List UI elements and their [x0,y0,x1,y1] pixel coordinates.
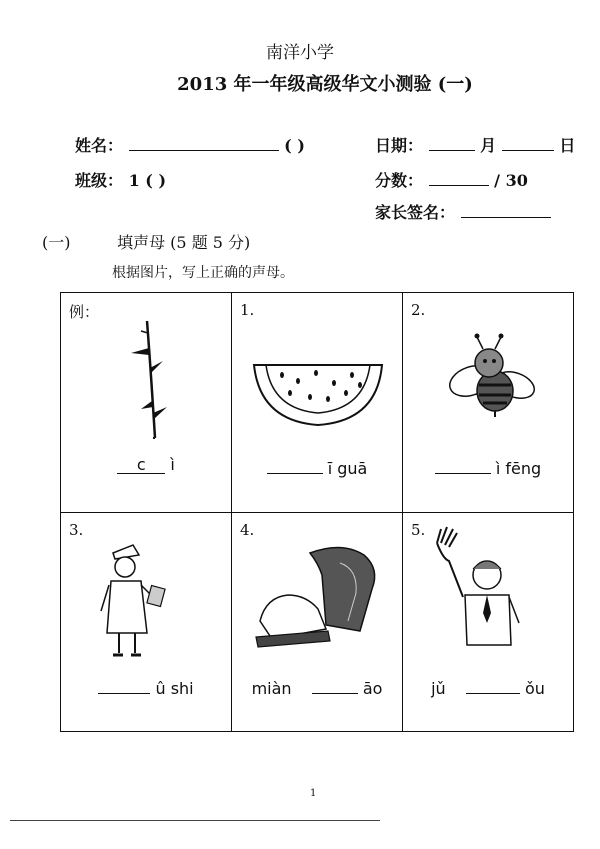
given-syllable: miàn [251,679,292,698]
exercise-cell-3 [61,513,232,731]
initial-blank[interactable] [98,675,150,694]
item-label: 3. [69,521,84,539]
name-paren: ( ) [284,136,305,155]
given-syllable: jǔ [431,679,446,698]
final-syllable: ī guā [327,459,368,478]
class-row [75,168,166,191]
footer-divider [10,820,380,821]
page-number: 1 [310,788,317,799]
section-instruction: 根据图片，写上正确的声母。 [112,265,294,281]
exercise-cell-1 [232,293,403,513]
initial-blank[interactable]: c [117,455,165,474]
exercise-cell-example [61,293,232,513]
final-syllable: ì [170,455,175,474]
item-label: 4. [240,521,255,539]
answer-row [232,675,402,698]
parent-signature-label: 家长签名： [375,203,456,222]
answer-row [61,455,231,474]
parent-row [375,200,551,223]
date-label: 日期： [375,136,424,155]
name-label: 姓名： [75,136,124,155]
final-syllable: ì fēng [495,459,542,478]
quiz-title: 2013 年一年级高级华文小测验 (一) [177,74,473,95]
exercise-cell-2 [403,293,573,513]
month-label: 月 [480,136,497,155]
item-label: 5. [411,521,426,539]
raised-hand-boy-icon [403,513,574,673]
exercise-cell-4 [232,513,403,731]
section-number: (一) [42,233,71,252]
score-total: / 30 [494,171,528,190]
initial-blank[interactable] [466,675,520,694]
branch-icon [61,293,232,453]
day-field[interactable] [502,136,554,151]
initial-blank[interactable] [312,675,358,694]
final-syllable: û shi [155,679,194,698]
item-label: 2. [411,301,426,319]
answer-row [61,675,231,698]
initial-blank[interactable] [435,455,491,474]
score-row [375,168,528,191]
score-label: 分数： [375,171,424,190]
final-syllable: ǒu [524,679,545,698]
section-title: 填声母 (5 题 5 分) [117,233,251,252]
item-label: 1. [240,301,255,319]
section-heading [42,230,250,253]
class-label: 班级： [75,171,124,190]
class-value: 1 ( ) [128,171,167,190]
parent-signature-field[interactable] [461,203,551,218]
exercise-grid [60,292,574,732]
date-row [375,133,575,156]
item-label: 例： [69,303,100,321]
exercise-cell-5 [403,513,573,731]
bee-icon [403,293,574,453]
answer-row [403,455,573,478]
day-label: 日 [559,136,576,155]
answer-row [232,455,402,478]
school-name: 南洋小学 [266,43,334,63]
watermelon-icon [232,293,403,453]
name-field[interactable] [129,136,279,151]
name-row [75,133,305,156]
nurse-icon [61,513,232,673]
final-syllable: āo [362,679,383,698]
month-field[interactable] [429,136,475,151]
initial-blank[interactable] [267,455,323,474]
bread-icon [232,513,403,673]
score-field[interactable] [429,171,489,186]
answer-row [403,675,573,698]
